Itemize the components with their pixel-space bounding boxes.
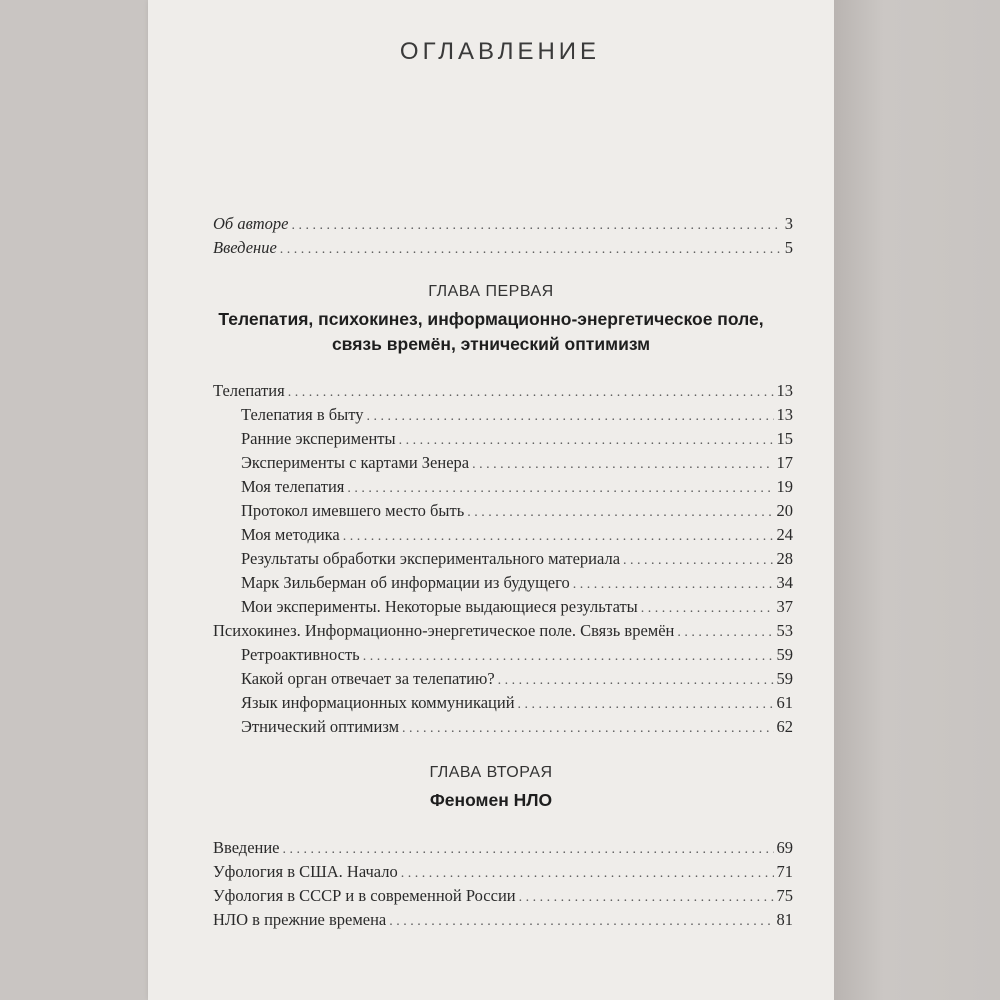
toc-entry-label: Марк Зильберман об информации из будущего [241,573,570,592]
leader-dots [399,427,774,453]
chapter-2-entries [213,836,793,932]
toc-entry[interactable] [213,499,793,523]
leader-dots [389,908,773,934]
leader-dots [472,451,773,477]
leader-dots [402,715,773,741]
toc-entry-label: Уфология в США. Начало [213,862,398,881]
toc-entry[interactable] [213,236,793,260]
toc-entry[interactable] [213,547,793,571]
toc-entry[interactable] [213,523,793,547]
leader-dots [623,547,773,573]
leader-dots [518,691,774,717]
toc-entry-page: 28 [776,549,793,568]
toc-entry-label: Телепатия в быту [241,405,364,424]
leader-dots [519,884,774,910]
toc-entry-label: Психокинез. Информационно-энергетическое поле. Связь времён [213,621,675,640]
toc-entry-page: 17 [776,453,793,472]
page-title: ОГЛАВЛЕНИЕ [399,38,601,65]
toc-entry-page: 13 [776,405,793,424]
toc-entry-label: Моя телепатия [241,477,345,496]
leader-dots [366,403,773,429]
chapter-1-heading [148,283,834,357]
chapter-title: Телепатия, психокинез, информационно-энергетическое поле, [218,309,764,329]
toc-entry-page: 69 [776,838,793,857]
leader-dots [641,595,774,621]
toc-entry-page: 71 [776,862,793,881]
toc-entry[interactable] [213,619,793,643]
toc-entry-page: 34 [776,573,793,592]
chapter-title: Феномен НЛО [429,790,553,810]
toc-entry-page: 81 [776,910,793,929]
leader-dots [467,499,773,525]
toc-entry[interactable] [213,379,793,403]
toc-entry-page: 15 [776,429,793,448]
toc-entry[interactable] [213,427,793,451]
leader-dots [280,236,782,262]
toc-entry-page: 59 [776,669,793,688]
toc-entry-label: Результаты обработки экспериментального материала [241,549,621,568]
toc-entry-label: Мои эксперименты. Некоторые выдающиеся результаты [241,597,638,616]
toc-entry[interactable] [213,667,793,691]
toc-entry[interactable] [213,715,793,739]
toc-entry-label: Язык информационных коммуникаций [241,693,515,712]
chapter-title: связь времён, этнический оптимизм [331,334,651,354]
toc-entry-label: Уфология в СССР и в современной России [213,886,516,905]
toc-entry-page: 61 [776,693,793,712]
toc-entry-label: Телепатия [213,381,285,400]
front-matter-list [213,212,793,260]
toc-entry[interactable] [213,571,793,595]
toc-entry[interactable] [213,403,793,427]
chapter-number: ГЛАВА ПЕРВАЯ [428,283,554,300]
toc-entry-page: 53 [776,621,793,640]
toc-entry[interactable] [213,908,793,932]
leader-dots [347,475,773,501]
toc-entry-label: Введение [213,838,280,857]
leader-dots [573,571,774,597]
toc-entry-label: НЛО в прежние времена [213,910,387,929]
toc-entry[interactable] [213,451,793,475]
toc-entry-page: 62 [776,717,793,736]
toc-entry-label: Об авторе [213,214,289,233]
page-edge [834,0,1000,1000]
toc-entry-label: Ранние эксперименты [241,429,396,448]
toc-entry[interactable] [213,691,793,715]
leader-dots [401,860,774,886]
toc-entry-page: 19 [776,477,793,496]
toc-entry[interactable] [213,836,793,860]
chapter-number: ГЛАВА ВТОРАЯ [429,764,553,781]
leader-dots [288,379,774,405]
toc-entry-page: 24 [776,525,793,544]
toc-entry-page: 20 [776,501,793,520]
toc-entry[interactable] [213,475,793,499]
toc-entry-label: Введение [213,238,277,257]
leader-dots [363,643,774,669]
toc-entry-label: Какой орган отвечает за телепатию? [241,669,495,688]
leader-dots [343,523,774,549]
chapter-2-heading [148,764,834,813]
toc-entry-label: Моя методика [241,525,340,544]
leader-dots [677,619,773,645]
toc-entry[interactable] [213,212,793,236]
leader-dots [498,667,774,693]
toc-entry[interactable] [213,595,793,619]
chapter-1-entries [213,379,793,739]
leader-dots [292,212,782,238]
toc-entry-page: 3 [784,214,793,233]
toc-entry-label: Протокол имевшего место быть [241,501,465,520]
toc-entry-page: 13 [776,381,793,400]
toc-entry[interactable] [213,884,793,908]
toc-entry-page: 37 [776,597,793,616]
toc-entry-page: 5 [784,238,793,257]
toc-entry-label: Ретроактивность [241,645,360,664]
toc-entry-label: Эксперименты с картами Зенера [241,453,470,472]
toc-entry-label: Этнический оптимизм [241,717,400,736]
toc-entry[interactable] [213,860,793,884]
leader-dots [283,836,774,862]
toc-entry-page: 59 [776,645,793,664]
toc-entry-page: 75 [776,886,793,905]
toc-entry[interactable] [213,643,793,667]
